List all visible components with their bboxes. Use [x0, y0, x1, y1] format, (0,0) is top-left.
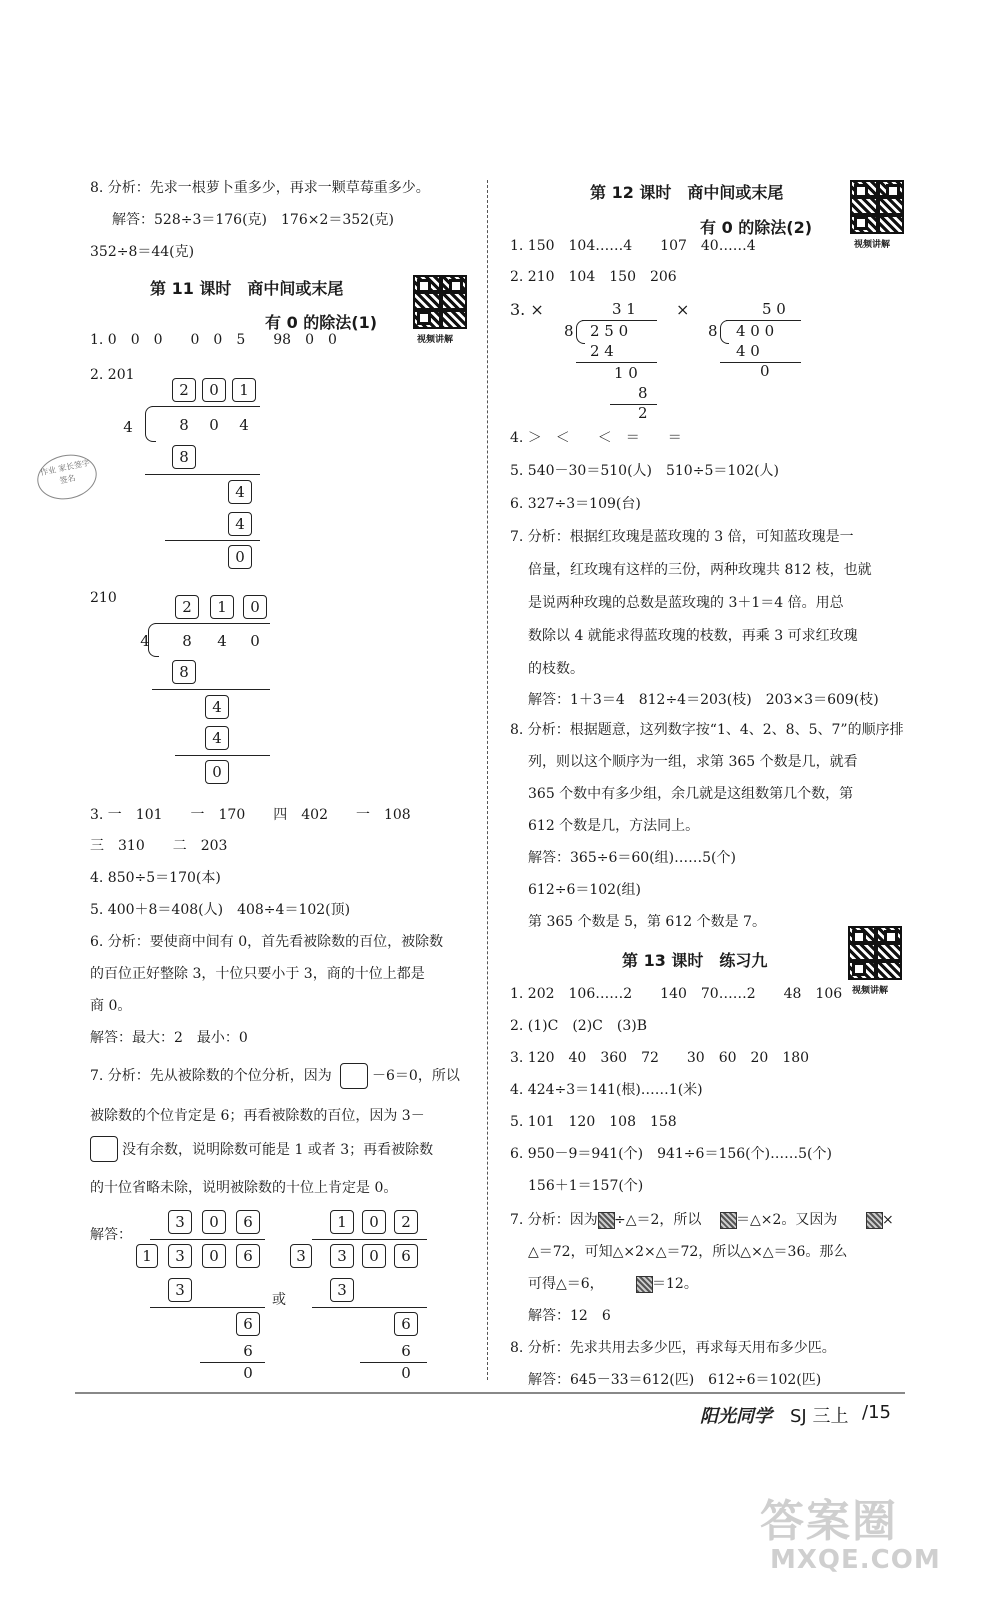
- division-bracket: [720, 320, 729, 344]
- l-q7-line: 被除数的个位肯定是 6；再看被除数的百位，因为 3－: [90, 1108, 425, 1124]
- r-q3-mark-2: ×: [676, 300, 690, 319]
- r-q8-answer: 612÷6＝102(组): [528, 882, 642, 898]
- quotient-box: 1: [210, 595, 234, 619]
- r-q1: 1. 150 104……4 107 40……4: [510, 238, 756, 254]
- dividend-digit: 0: [250, 632, 260, 650]
- divisor: 8: [708, 322, 718, 340]
- l-q7-answer-label: 解答：: [90, 1227, 132, 1243]
- lesson11-title: 第 11 课时 商中间或末尾: [150, 279, 344, 298]
- q8-answer-2: 352÷8＝44(克): [90, 244, 195, 260]
- quotient-box: 2: [172, 378, 196, 402]
- qr-code-icon[interactable]: [848, 926, 902, 980]
- l-q6-line: 的百位正好整除 3，十位只要小于 3，商的十位上都是: [90, 966, 425, 982]
- dividend-box: 0: [362, 1244, 386, 1268]
- dividend-digit: 4: [217, 632, 227, 650]
- step-line: [360, 1362, 427, 1363]
- parent-sign-stamp: 作业 家长签字 签名: [33, 449, 101, 505]
- shaded-square-icon: [598, 1212, 615, 1229]
- dividend-digit: 8: [182, 632, 192, 650]
- quotient-box: 0: [202, 1210, 226, 1234]
- step-line: [175, 755, 270, 756]
- r-q7-line: 的枝数。: [528, 661, 584, 677]
- quotient-box: 3: [168, 1210, 192, 1234]
- step-box: 6: [394, 1312, 418, 1336]
- edition-label: SJ 三上: [790, 1406, 849, 1427]
- l-q3-line2: 三 310 二 203: [90, 838, 228, 854]
- l-q6-answer: 解答：最大：2 最小：0: [90, 1030, 248, 1046]
- qr-code-icon[interactable]: [413, 275, 467, 329]
- remainder-digit: 0: [243, 1364, 253, 1382]
- l-q5: 5. 400＋8＝408(人) 408÷4＝102(顶): [90, 902, 351, 918]
- l-q6-line: 6. 分析：要使商中间有 0，首先看被除数的百位，被除数: [90, 934, 444, 950]
- r-q8-line: 8. 分析：根据题意，这列数字按“1、4、2、8、5、7”的顺序排: [510, 722, 904, 738]
- blank-box: [90, 1136, 118, 1162]
- remainder-box: 0: [205, 760, 229, 784]
- r-q8-line: 365 个数中有多少组，余几就是这组数第几个数，第: [528, 786, 854, 802]
- dividend-digit: 4: [239, 416, 249, 434]
- quotient: 5 0: [762, 300, 786, 318]
- step-line: [200, 1362, 265, 1363]
- e7-text: 7. 分析：因为: [510, 1212, 598, 1228]
- e4: 4. 424÷3＝141(根)……1(米): [510, 1082, 703, 1098]
- r-q7-answer: 解答：1＋3＝4 812÷4＝203(枝) 203×3＝609(枝): [528, 692, 879, 708]
- lesson11-subtitle: 有 0 的除法(1): [265, 313, 378, 332]
- e2: 2. (1)C (2)C (3)B: [510, 1018, 648, 1034]
- dividend-box: 6: [236, 1244, 260, 1268]
- l-q7-line: －6＝0，所以: [372, 1068, 460, 1084]
- step-box: 4: [228, 512, 252, 536]
- lesson12-subtitle: 有 0 的除法(2): [700, 218, 813, 237]
- quotient-box: 6: [236, 1210, 260, 1234]
- division-bar: [155, 623, 270, 624]
- step-box: 3: [330, 1278, 354, 1302]
- step: 8: [638, 384, 648, 402]
- q2-label-b: 210: [90, 590, 117, 606]
- step-line: [165, 540, 260, 541]
- qr-caption: 视频讲解: [417, 335, 454, 345]
- dividend: 2 5 0: [590, 322, 629, 340]
- step-line: [312, 1307, 427, 1308]
- remainder-digit: 0: [401, 1364, 411, 1382]
- e5: 5. 101 120 108 158: [510, 1114, 677, 1130]
- quotient-box: 0: [362, 1210, 386, 1234]
- q8-analysis: 8. 分析：先求一根萝卜重多少，再求一颗草莓重多少。: [90, 180, 430, 196]
- step-box: 4: [205, 726, 229, 750]
- division-bar: [152, 406, 260, 407]
- quotient-box: 2: [175, 595, 199, 619]
- divisor-box: 3: [290, 1244, 312, 1268]
- r-q4: 4. ＞ ＜ ＜ ＝ ＝: [510, 430, 682, 446]
- step-box: 3: [168, 1278, 192, 1302]
- quotient-box: 1: [330, 1210, 354, 1234]
- r-q3-mark-1: 3. ×: [510, 300, 544, 319]
- division-bar: [312, 1239, 427, 1240]
- dividend-box: 3: [330, 1244, 354, 1268]
- step-line: [150, 1307, 265, 1308]
- qr-caption: 视频讲解: [854, 240, 891, 250]
- q8-answer-1: 解答：528÷3＝176(克) 176×2＝352(克): [112, 212, 395, 228]
- shaded-square-icon: [636, 1276, 653, 1293]
- step-digit: 6: [243, 1342, 253, 1360]
- r-q7-line: 倍量，红玫瑰有这样的三份，两种玫瑰共 812 枝，也就: [528, 562, 872, 578]
- e7-answer: 解答：12 6: [528, 1308, 611, 1324]
- l-q4: 4. 850÷5＝170(本): [90, 870, 221, 886]
- remainder: 2: [638, 404, 648, 422]
- r-q7-line: 是说两种玫瑰的总数是蓝玫瑰的 3＋1＝4 倍。用总: [528, 595, 844, 611]
- or-label: 或: [272, 1292, 286, 1308]
- divisor-box: 1: [136, 1244, 158, 1268]
- r-q8-line: 列，则以这个顺序为一组，求第 365 个数是几，就看: [528, 754, 858, 770]
- page-number: /15: [862, 1402, 891, 1423]
- step-box: 6: [236, 1312, 260, 1336]
- divisor: 8: [564, 322, 574, 340]
- step-line: [145, 474, 260, 475]
- dividend-box: 0: [202, 1244, 226, 1268]
- qr-caption: 视频讲解: [852, 986, 889, 996]
- blank-box: [340, 1063, 368, 1089]
- e7-text: ÷△＝2，所以: [614, 1212, 702, 1228]
- step-line: [610, 404, 657, 405]
- quotient-box: 0: [243, 595, 267, 619]
- dividend-box: 3: [168, 1244, 192, 1268]
- division-bar: [150, 1239, 265, 1240]
- brand-logo: 阳光同学: [700, 1406, 772, 1427]
- e8-analysis: 8. 分析：先求共用去多少匹，再求每天用布多少匹。: [510, 1340, 836, 1356]
- divisor: 4: [123, 418, 133, 436]
- division-bracket: [145, 406, 156, 442]
- l-q1: 1. 0 0 0 0 0 5 98 0 0: [90, 332, 337, 348]
- quotient: 3 1: [612, 300, 636, 318]
- division-bar: [582, 320, 657, 321]
- step: 4 0: [736, 342, 760, 360]
- shaded-square-icon: [720, 1212, 737, 1229]
- l-q7-line: 的十位省略未除，说明被除数的十位上肯定是 0。: [90, 1180, 398, 1196]
- dividend: 4 0 0: [736, 322, 775, 340]
- shaded-square-icon: [866, 1212, 883, 1229]
- r-q8-answer: 第 365 个数是 5，第 612 个数是 7。: [528, 914, 766, 930]
- l-q7-line: 没有余数，说明除数可能是 1 或者 3；再看被除数: [122, 1142, 434, 1158]
- quotient-box: 1: [232, 378, 256, 402]
- r-q2: 2. 210 104 150 206: [510, 269, 677, 285]
- e6-line1: 6. 950－9＝941(个) 941÷6＝156(个)……5(个): [510, 1146, 832, 1162]
- step-box: 4: [228, 480, 252, 504]
- e7-text: ＝△×2。又因为: [736, 1212, 838, 1228]
- step-box: 8: [172, 660, 196, 684]
- division-bracket: [576, 320, 585, 344]
- step-digit: 6: [401, 1342, 411, 1360]
- step: 2 4: [590, 342, 614, 360]
- lesson12-title: 第 12 课时 商中间或末尾: [590, 183, 784, 202]
- remainder: 0: [760, 362, 770, 380]
- e3: 3. 120 40 360 72 30 60 20 180: [510, 1050, 810, 1066]
- r-q8-answer: 解答：365÷6＝60(组)……5(个): [528, 850, 736, 866]
- dividend-box: 6: [394, 1244, 418, 1268]
- l-q3-line1: 3. 一 101 一 170 四 402 一 108: [90, 807, 411, 823]
- step-box: 8: [172, 445, 196, 469]
- l-q7-line: 7. 分析：先从被除数的个位分析，因为: [90, 1068, 332, 1084]
- r-q7-line: 数除以 4 就能求得蓝玫瑰的枝数，再乘 3 可求红玫瑰: [528, 628, 858, 644]
- remainder-box: 0: [228, 545, 252, 569]
- r-q8-line: 612 个数是几，方法同上。: [528, 818, 700, 834]
- step: 1 0: [614, 364, 638, 382]
- dividend-digit: 8: [179, 416, 189, 434]
- footer-rule: [75, 1392, 905, 1394]
- watermark-logo: 答案圈: [760, 1496, 898, 1547]
- quotient-box: 0: [202, 378, 226, 402]
- e7-text: ＝12。: [652, 1276, 698, 1292]
- e7-text: 可得△＝6，: [528, 1276, 604, 1292]
- e6-line2: 156＋1＝157(个): [528, 1178, 644, 1194]
- divisor: 4: [140, 632, 150, 650]
- step-box: 4: [205, 695, 229, 719]
- e7-text: ×: [882, 1212, 894, 1228]
- lesson13-title: 第 13 课时 练习九: [622, 951, 768, 970]
- dividend-digit: 0: [209, 416, 219, 434]
- r-q7-line: 7. 分析：根据红玫瑰是蓝玫瑰的 3 倍，可知蓝玫瑰是一: [510, 529, 854, 545]
- column-divider: [487, 180, 488, 1380]
- e1: 1. 202 106……2 140 70……2 48 106: [510, 986, 843, 1002]
- qr-code-icon[interactable]: [850, 180, 904, 234]
- r-q5: 5. 540－30＝510(人) 510÷5＝102(人): [510, 463, 779, 479]
- l-q6-line: 商 0。: [90, 998, 132, 1014]
- quotient-box: 2: [394, 1210, 418, 1234]
- step-line: [576, 362, 657, 363]
- e7-text: △＝72，可知△×2×△＝72，所以△×△＝36。那么: [528, 1244, 848, 1260]
- watermark-site: MXQE.COM: [770, 1545, 941, 1575]
- division-bar: [726, 320, 801, 321]
- r-q6: 6. 327÷3＝109(台): [510, 496, 641, 512]
- q2-label-a: 2. 201: [90, 367, 135, 383]
- e8-answer: 解答：645－33＝612(匹) 612÷6＝102(匹): [528, 1372, 822, 1388]
- step-line: [152, 689, 270, 690]
